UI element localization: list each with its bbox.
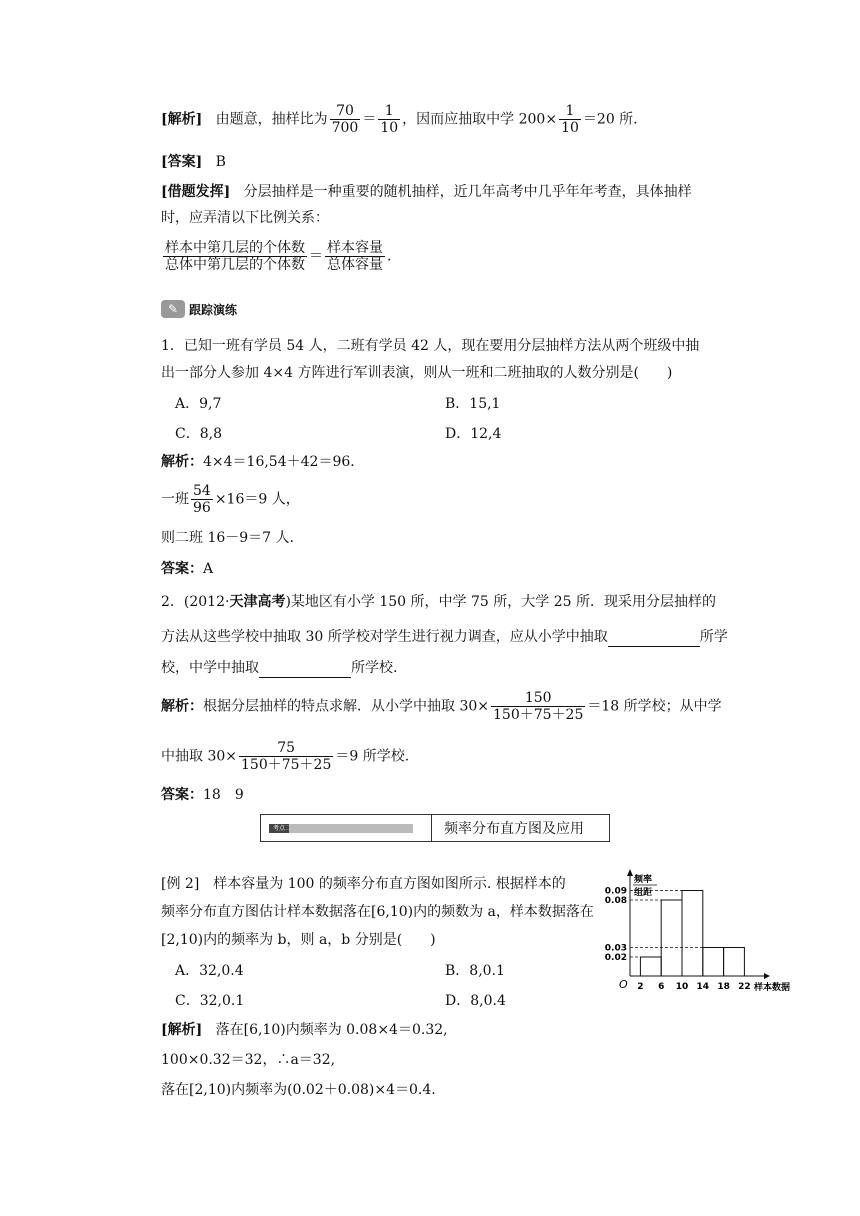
solution-label: [解析] xyxy=(161,1022,203,1038)
q1-option-a[interactable]: A．9,7 xyxy=(175,396,222,412)
answer-label: [答案] xyxy=(161,154,203,170)
section-title: 频率分布直方图及应用 xyxy=(444,821,584,837)
source-tag: 天津高考 xyxy=(229,594,286,610)
denominator: 10 xyxy=(561,120,579,136)
solution-text: ＝9 所学校. xyxy=(335,748,410,765)
equals: ＝ xyxy=(362,111,377,128)
x-tick-label: 14 xyxy=(696,982,710,992)
practice-header xyxy=(161,300,237,318)
q2-solution-1 xyxy=(161,690,722,723)
fraction xyxy=(325,240,385,273)
ex2-option-c[interactable]: C．32,0.1 xyxy=(175,993,245,1009)
y-tick-label: 0.03 xyxy=(604,943,627,954)
analysis-text: 由题意，抽样比为 xyxy=(215,111,328,128)
numerator: 54 xyxy=(193,483,211,499)
solution-text: ＝18 所学校；从中学 xyxy=(587,698,722,715)
x-axis-arrow xyxy=(764,973,770,979)
solution-label: 解析： xyxy=(161,454,203,470)
ex2-solution-1 xyxy=(161,1020,448,1040)
solution-text: ×16＝9 人， xyxy=(214,491,300,508)
denominator: 10 xyxy=(380,120,399,136)
ex2-option-b[interactable]: B．8,0.1 xyxy=(445,963,505,979)
ex2-option-d[interactable]: D．8,0.4 xyxy=(445,993,506,1009)
x-tick-label: 22 xyxy=(738,982,751,992)
ex2-line-3: [2,10)内的频率为 b，则 a，b 分别是( ) xyxy=(161,932,436,948)
q1-solution-3: 则二班 16－9＝7 人． xyxy=(161,530,304,546)
q1-line-2: 出一部分人参加 4×4 方阵进行军训表演，则从一班和二班抽取的人数分别是( ) xyxy=(161,365,673,381)
question-text: 所学 xyxy=(699,629,728,645)
answer-blank[interactable] xyxy=(608,632,700,647)
answer-label: 答案： xyxy=(161,561,203,577)
y-label-denominator: 组距 xyxy=(634,888,653,898)
fraction xyxy=(378,103,400,136)
y-axis-arrow xyxy=(627,869,633,876)
analysis-text: ，因而应抽取中学 200× xyxy=(402,111,558,128)
question-text: )某地区有小学 150 所，中学 75 所，大学 25 所．现采用分层抽样的 xyxy=(285,594,716,610)
y-label-numerator: 频率 xyxy=(634,875,653,885)
y-tick-label: 0.02 xyxy=(604,953,627,963)
ex2-solution-2: 100×0.32＝32，∴a＝32, xyxy=(161,1052,336,1068)
frequency-histogram xyxy=(596,866,796,1006)
denominator: 700 xyxy=(331,120,359,136)
ex2-solution-3: 落在[2,10)内频率为(0.02＋0.08)×4＝0.4. xyxy=(161,1082,436,1098)
q2-answer xyxy=(161,785,244,805)
fraction xyxy=(239,740,333,773)
solution-text: 落在[6,10)内频率为 0.08×4＝0.32, xyxy=(215,1022,448,1038)
period: . xyxy=(387,248,392,265)
tip-line-1 xyxy=(161,182,692,202)
solution-text: 4×4＝16,54＋42＝96. xyxy=(203,454,355,470)
solution-text: 一班 xyxy=(161,491,189,508)
ex2-line-2: 频率分布直方图估计样本数据落在[6,10)内的频数为 a，样本数据落在 xyxy=(161,904,594,920)
section-tag xyxy=(261,815,432,841)
tip-label: [借题发挥] xyxy=(161,184,231,200)
tip-text: 时，应弄清以下比例关系： xyxy=(161,210,329,226)
ex2-option-a[interactable]: A．32,0.4 xyxy=(175,963,244,979)
q2-solution-2 xyxy=(161,740,409,773)
histogram-bar xyxy=(682,891,703,977)
fraction xyxy=(559,103,581,136)
solution-label: 解析： xyxy=(161,698,203,715)
question-text: 方法从这些学校中抽取 30 所学校对学生进行视力调查，应从小学中抽取 xyxy=(161,629,608,645)
q1-option-c[interactable]: C．8,8 xyxy=(175,426,222,442)
q1-option-b[interactable]: B．15,1 xyxy=(445,396,501,412)
answer-blank[interactable] xyxy=(259,663,351,678)
histogram-bar xyxy=(703,948,724,977)
tip-formula xyxy=(161,240,391,273)
q1-solution-2 xyxy=(161,483,300,516)
answer-value: 18 9 xyxy=(203,787,244,803)
q1-answer xyxy=(161,559,213,579)
analysis-text: ＝20 所. xyxy=(582,111,638,128)
section-tag-label: 考点二 xyxy=(273,824,292,832)
q2-line-2 xyxy=(161,627,728,647)
denominator: 总体容量 xyxy=(327,257,383,273)
numerator: 150 xyxy=(491,690,585,707)
fraction xyxy=(191,483,213,516)
y-tick-label: 0.08 xyxy=(604,896,627,906)
question-text: 2．(2012· xyxy=(161,594,230,610)
answer-1 xyxy=(161,152,226,172)
tip-line-2 xyxy=(161,208,329,228)
x-tick-label: 2 xyxy=(637,982,644,992)
numerator: 1 xyxy=(559,103,581,120)
denominator: 150＋75＋25 xyxy=(241,757,332,773)
solution-text: 中抽取 30× xyxy=(161,748,237,765)
ex2-line-1: [例 2] 样本容量为 100 的频率分布直方图如图所示. 根据样本的 xyxy=(161,876,566,892)
origin-label: O xyxy=(619,978,628,991)
q1-line-1: 1．已知一班有学员 54 人，二班有学员 42 人，现在要用分层抽样方法从两个班级中抽 xyxy=(161,338,700,354)
denominator: 150＋75＋25 xyxy=(493,707,584,723)
numerator: 70 xyxy=(330,103,361,120)
x-tick-label: 10 xyxy=(675,982,689,992)
x-tick-label: 6 xyxy=(658,982,665,992)
q2-line-1 xyxy=(161,592,716,612)
answer-value: B xyxy=(215,154,226,170)
analysis-label: [解析] xyxy=(161,111,203,128)
practice-header-label: 跟踪演练 xyxy=(189,302,238,317)
y-tick-label: 0.09 xyxy=(604,886,627,897)
denominator: 96 xyxy=(193,500,211,516)
numerator: 样本中第几层的个体数 xyxy=(165,240,305,256)
fraction xyxy=(163,240,307,273)
question-text: 所学校. xyxy=(351,660,398,676)
pencil-icon: ✎ xyxy=(161,300,185,318)
tip-text: 分层抽样是一种重要的随机抽样，近几年高考中几乎年年考查，具体抽样 xyxy=(243,184,692,200)
numerator: 75 xyxy=(239,740,333,757)
histogram-bar xyxy=(724,948,745,977)
answer-label: 答案： xyxy=(161,787,203,803)
numerator: 样本容量 xyxy=(327,240,383,256)
solution-text: 根据分层抽样的特点求解．从小学中抽取 30× xyxy=(203,698,489,715)
analysis-1 xyxy=(161,103,638,136)
fraction xyxy=(491,690,585,723)
x-axis-label: 样本数据 xyxy=(753,983,791,993)
q2-line-3 xyxy=(161,658,397,678)
equals: ＝ xyxy=(309,248,323,265)
q1-solution-1 xyxy=(161,452,355,472)
fraction xyxy=(330,103,361,136)
x-tick-label: 18 xyxy=(717,982,730,992)
histogram-bar xyxy=(661,900,682,976)
denominator: 总体中第几层的个体数 xyxy=(165,257,305,273)
section-header xyxy=(260,814,610,842)
histogram-bar xyxy=(640,957,661,976)
numerator: 1 xyxy=(378,103,400,120)
answer-value: A xyxy=(203,561,214,577)
section-tag-bar xyxy=(269,824,413,833)
q1-option-d[interactable]: D．12,4 xyxy=(445,426,502,442)
question-text: 校，中学中抽取 xyxy=(161,660,259,676)
